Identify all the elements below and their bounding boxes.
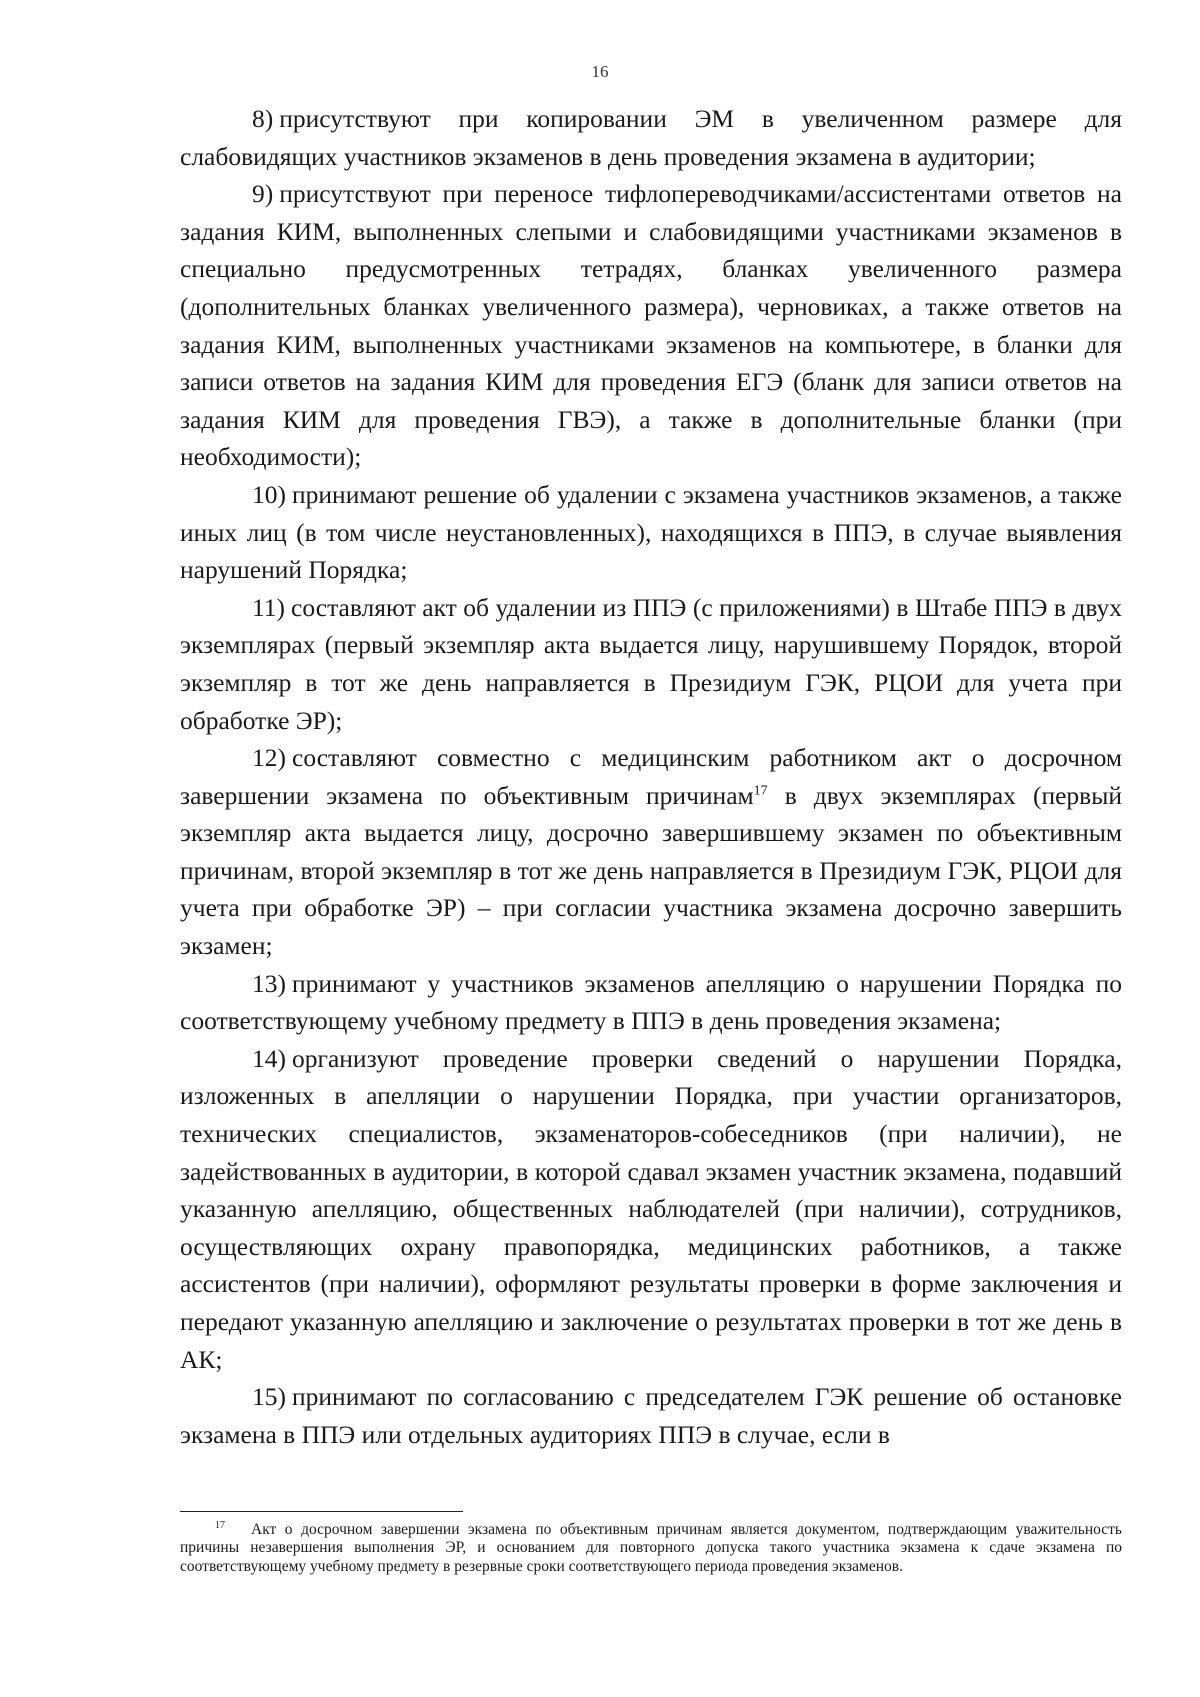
footnote-reference[interactable]: 17 (753, 783, 768, 799)
item-text-after: в двух экземплярах (первый экземпляр акта выдается лицу, досрочно завершившему экзамен по объективным причинам, второй экземпляр в тот же день направляется в Президиум ГЭК, РЦОИ для учета при обработке ЭР) – при согласии участника экзамена досрочно завершить экзамен; (180, 780, 1122, 961)
item-number: 14) (252, 1043, 286, 1073)
footnote-text: Акт о досрочном завершении экзамена по объективным причинам является документом, подтверждающим уважительность причины незавершения выполнения ЭР, и основанием для повторного допуска такого участника экзамена к сдаче экзамена по соответствующему учебному предмету в резервные сроки соответствующего периода проведения экзаменов. (180, 1521, 1122, 1575)
item-text: присутствуют при переносе тифлопереводчиками/ассистентами ответов на задания КИМ, выполненных слепыми и слабовидящими участниками экзаменов в специально предусмотренных тетрадях, бланках увеличенного размера (дополнительных бланках увеличенного размера), черновиках, а также ответов на задания КИМ, выполненных участниками экзаменов на компьютере, в бланки для записи ответов на задания КИМ для проведения ЕГЭ (бланк для записи ответов на задания КИМ для проведения ГВЭ), а также в дополнительные бланки (при необходимости); (180, 179, 1122, 472)
item-text-before: составляют совместно с медицинским работником акт о досрочном завершении экзамена по объективным причинам (180, 743, 1122, 810)
list-item-10 (180, 476, 1122, 589)
item-text: присутствуют при копировании ЭМ в увеличенном размере для слабовидящих участников экзаменов в день проведения экзамена в аудитории; (180, 104, 1122, 171)
item-text: принимают по согласованию с председателем ГЭК решение об остановке экзамена в ППЭ или отдельных аудиториях ППЭ в случае, если в (180, 1382, 1122, 1449)
item-text: принимают у участников экзаменов апелляцию о нарушении Порядка по соответствующему учебному предмету в ППЭ в день проведения экзамена; (180, 968, 1122, 1036)
page-number: 16 (591, 62, 609, 81)
list-item-8 (180, 100, 1122, 175)
list-item-12 (180, 739, 1122, 965)
list-item-11 (180, 589, 1122, 739)
item-text: составляют акт об удалении из ППЭ (с приложениями) в Штабе ППЭ в двух экземплярах (первый экземпляр акта выдается лицу, нарушившему Порядок, второй экземпляр в тот же день направляется в Президиум ГЭК, РЦОИ для учета при обработке ЭР); (180, 592, 1122, 735)
list-item-9 (180, 175, 1122, 476)
footnote-divider (180, 1511, 463, 1512)
item-number: 15) (252, 1382, 286, 1412)
item-text: принимают решение об удалении с экзамена участников экзаменов, а также иных лиц (в том числе неустановленных), находящихся в ППЭ, в случае выявления нарушений Порядка; (180, 479, 1122, 585)
footnote-mark: 17 (215, 1519, 225, 1531)
document-body (180, 100, 1122, 1453)
item-number: 13) (252, 968, 286, 998)
footnote (180, 1521, 1122, 1576)
item-text: организуют проведение проверки сведений о нарушении Порядка, изложенных в апелляции о нарушении Порядка, при участии организаторов, технических специалистов, экзаменаторов-собеседников (при наличии), не задействованных в аудитории, в которой сдавал экзамен участник экзамена, подавший указанную апелляцию, общественных наблюдателей (при наличии), сотрудников, осуществляющих охрану правопорядка, медицинских работников, а также ассистентов (при наличии), оформляют результаты проверки в форме заключения и передают указанную апелляцию и заключение о результатах проверки в тот же день в АК; (180, 1043, 1122, 1374)
item-number: 8) (252, 104, 274, 133)
list-item-14 (180, 1040, 1122, 1378)
item-number: 11) (252, 592, 286, 622)
list-item-13 (180, 965, 1122, 1040)
list-item-15 (180, 1378, 1122, 1453)
item-number: 9) (252, 179, 274, 209)
item-number: 12) (252, 743, 286, 773)
item-number: 10) (252, 479, 286, 509)
